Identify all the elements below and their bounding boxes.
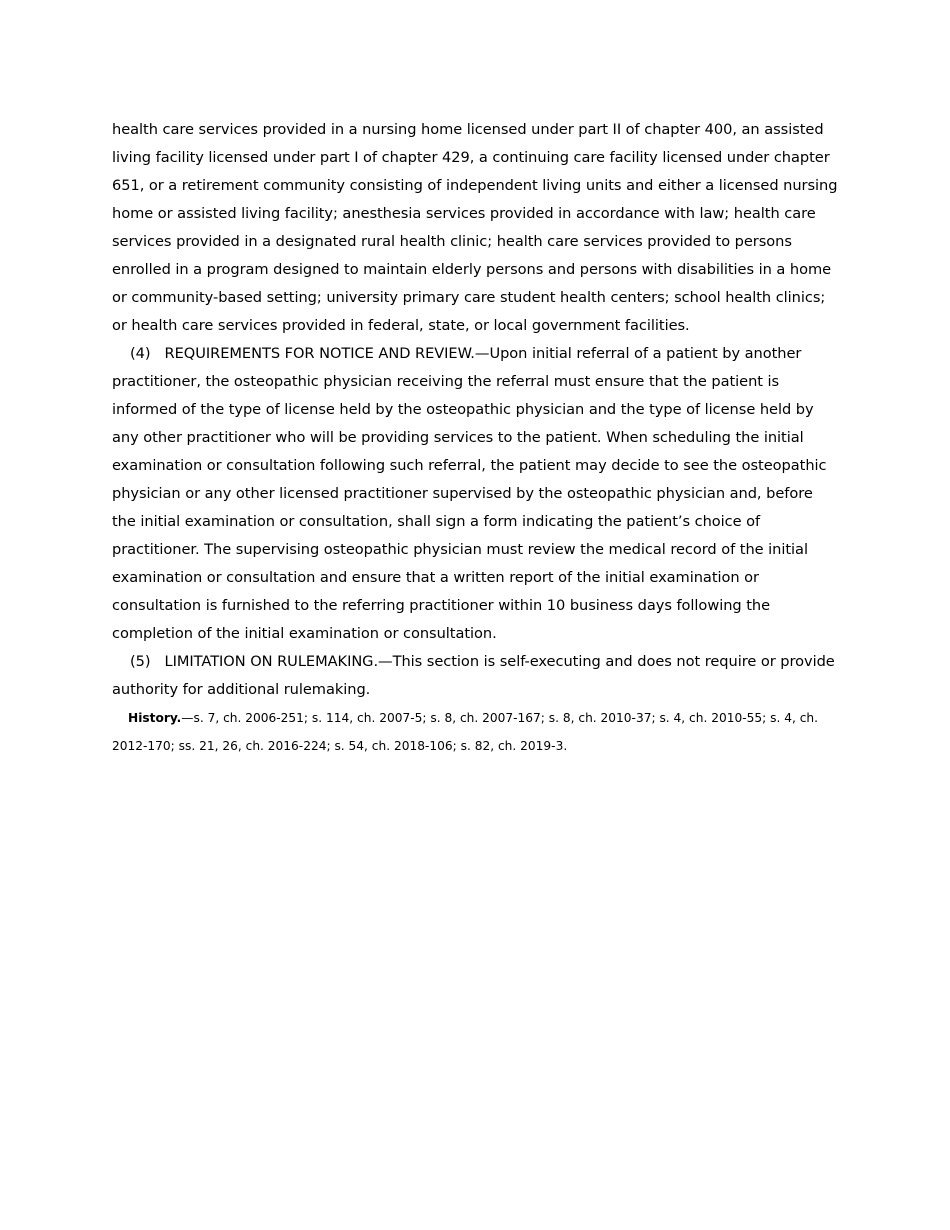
- section-4-body: Upon initial referral of a patient by another practitioner, the osteopathic physician receiving the referral must ensure that the patient is informed of the type of license held by the osteopathic physician and the type of license held by any other practitioner who will be providing services to the patient. When scheduling the initial examination or consultation following such referral, the patient may decide to see the osteopathic physician or any other licensed practitioner supervised by the osteopathic physician and, before the initial examination or consultation, shall sign a form indicating the patient’s choice of practitioner. The supervising osteopathic physician must review the medical record of the initial examination or consultation and ensure that a written report of the initial examination or consultation is furnished to the referring practitioner within 10 business days following the completion of the initial examination or consultation.: [112, 345, 827, 642]
- section-5-paragraph: [112, 648, 840, 704]
- history-label: History.: [128, 711, 182, 725]
- continuation-paragraph: health care services provided in a nursing home licensed under part II of chapter 400, an assisted living facility licensed under part I of chapter 429, a continuing care facility licensed under chapter 651, or a retirement community consisting of independent living units and either a licensed nursing home or assisted living facility; anesthesia services provided in accordance with law; health care services provided in a designated rural health clinic; health care services provided to persons enrolled in a program designed to maintain elderly persons and persons with disabilities in a home or community-based setting; university primary care student health centers; school health clinics; or health care services provided in federal, state, or local government facilities.: [112, 121, 838, 334]
- history-note: [112, 704, 840, 760]
- section-4-number: (4): [130, 345, 151, 362]
- section-5-number: (5): [130, 653, 151, 670]
- section-4-heading: REQUIREMENTS FOR NOTICE AND REVIEW.: [164, 345, 475, 362]
- history-text: —s. 7, ch. 2006-251; s. 114, ch. 2007-5; s. 8, ch. 2007-167; s. 8, ch. 2010-37; s. 4, ch. 2010-55; s. 4, ch. 2012-170; ss. 21, 26, ch. 2016-224; s. 54, ch. 2018-106; s. 82, ch. 2019-3.: [112, 711, 819, 753]
- section-4-paragraph: [112, 340, 840, 648]
- document-page: [112, 116, 840, 760]
- section-5-dash: —: [378, 653, 393, 670]
- section-5-body: This section is self-executing and does not require or provide authority for additional rulemaking.: [112, 653, 835, 698]
- section-5-heading: LIMITATION ON RULEMAKING.: [164, 653, 379, 670]
- section-4-dash: —: [474, 345, 490, 362]
